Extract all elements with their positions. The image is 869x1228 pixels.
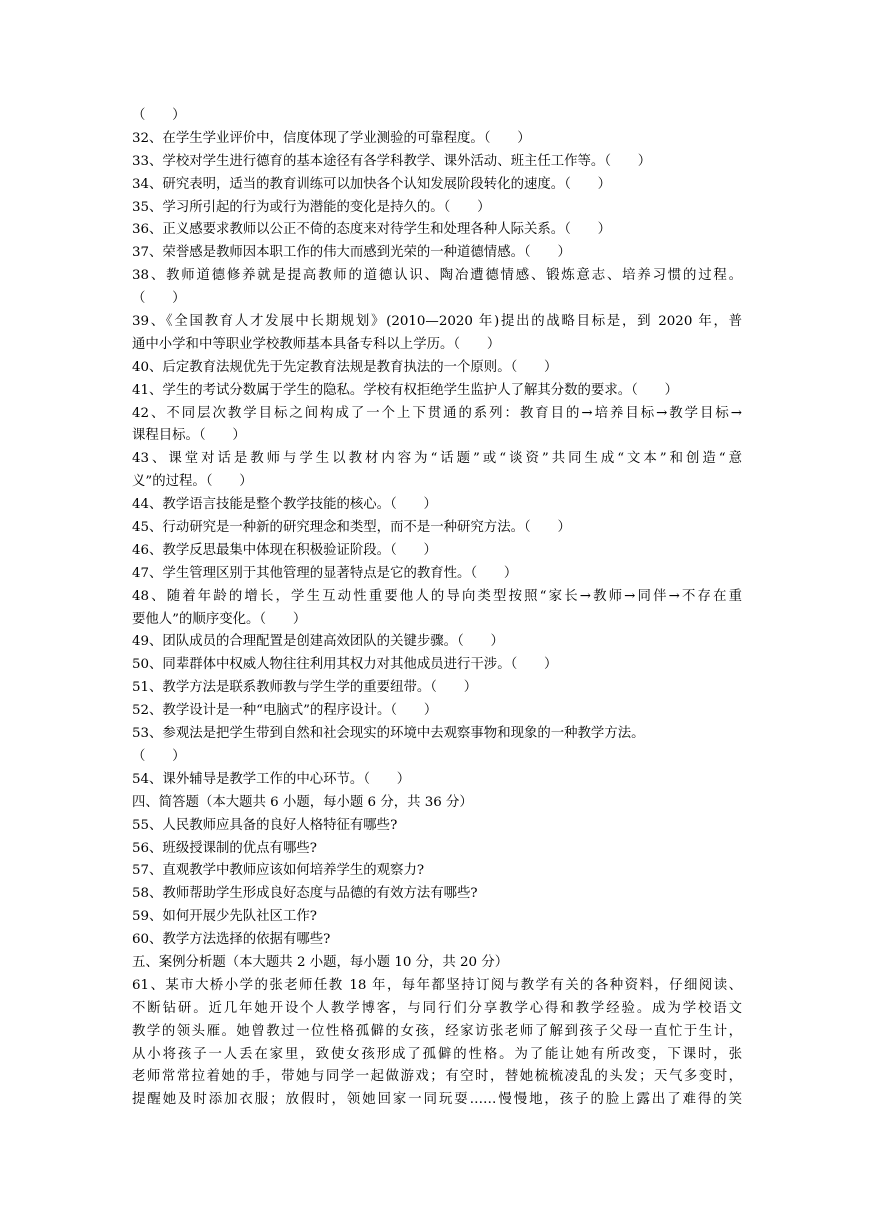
- question-52: 52、教学设计是一种“电脑式”的程序设计。（ ）: [132, 703, 438, 719]
- question-57: 57、直观教学中教师应该如何培养学生的观察力?: [132, 863, 425, 879]
- question-61-paragraph-line: 从小将孩子一人丢在家里，致使女孩形成了孤僻的性格。为了能让她有所改变，下课时，张: [132, 1046, 742, 1062]
- question-53-continuation: （ ）: [132, 748, 186, 764]
- question-43: 43、课堂对话是教师与学生以教材内容为“话题”或“谈资”共同生成“文本”和创造“意: [132, 451, 742, 467]
- question-42: 42、不同层次教学目标之间构成了一个上下贯通的系列：教育目的→培养目标→教学目标→: [132, 405, 742, 421]
- question-33: 33、学校对学生进行德育的基本途径有各学科教学、课外活动、班主任工作等。（ ）: [132, 153, 652, 169]
- question-48-continuation: 要他人”的顺序变化。（ ）: [132, 611, 307, 627]
- question-59: 59、如何开展少先队社区工作?: [132, 909, 317, 925]
- question-61-paragraph-line: 老师常常拉着她的手，带她与同学一起做游戏；有空时，替她梳梳凌乱的头发；天气多变时，: [132, 1069, 742, 1085]
- question-61-paragraph-line: 提醒她及时添加衣服；放假时，领她回家一同玩耍……慢慢地，孩子的脸上露出了难得的笑: [132, 1092, 742, 1108]
- question-50: 50、同辈群体中权威人物往往利用其权力对其他成员进行干涉。（ ）: [132, 657, 558, 673]
- question-36: 36、正义感要求教师以公正不倚的态度来对待学生和处理各种人际关系。（ ）: [132, 222, 612, 238]
- question-55: 55、人民教师应具备的良好人格特征有哪些?: [132, 817, 398, 833]
- question-61-paragraph-line: 教学的领头雁。她曾教过一位性格孤僻的女孩，经家访张老师了解到孩子父母一直忙于生计，: [132, 1023, 742, 1039]
- question-37: 37、荣誉感是教师因本职工作的伟大而感到光荣的一种道德情感。（ ）: [132, 245, 571, 261]
- question-42-continuation: 课程目标。（ ）: [132, 428, 246, 444]
- question-49: 49、团队成员的合理配置是创建高效团队的关键步骤。（ ）: [132, 634, 504, 650]
- question-46: 46、教学反思最集中体现在积极验证阶段。（ ）: [132, 542, 437, 558]
- question-34: 34、研究表明，适当的教育训练可以加快各个认知发展阶段转化的速度。（ ）: [132, 176, 612, 192]
- section-heading-case-analysis: 五、案例分析题（本大题共 2 小题，每小题 10 分，共 20 分）: [132, 954, 509, 970]
- question-39: 39、《全国教育人才发展中长期规划》(2010—2020 年)提出的战略目标是，到 2020 年，普: [132, 314, 742, 330]
- question-38: 38、教师道德修养就是提高教师的道德认识、陶冶遭德情感、锻炼意志、培养习惯的过程。: [132, 268, 742, 284]
- question-60: 60、教学方法选择的依据有哪些?: [132, 932, 331, 948]
- question-61: 61、某市大桥小学的张老师任教 18 年，每年都坚持订阅与教学有关的各种资料，仔细阅读、: [132, 977, 742, 993]
- question-61-paragraph-line: 不断钻研。近几年她开设个人教学博客，与同行们分享教学心得和教学经验。成为学校语文: [132, 1000, 742, 1016]
- document-page: [132, 105, 742, 1112]
- section-heading-short-answer: 四、简答题（本大题共 6 小题，每小题 6 分，共 36 分）: [132, 794, 473, 810]
- question-45: 45、行动研究是一种新的研究理念和类型，而不是一种研究方法。（ ）: [132, 520, 571, 536]
- question-51: 51、教学方法是联系教师教与学生学的重要纽带。（ ）: [132, 680, 478, 696]
- question-58: 58、教师帮助学生形成良好态度与品德的有效方法有哪些?: [132, 886, 478, 902]
- question-44: 44、教学语言技能是整个教学技能的核心。（ ）: [132, 497, 437, 513]
- question-48: 48、随着年龄的增长，学生互动性重要他人的导向类型按照“家长→教师→同伴→不存在重: [132, 588, 742, 604]
- text-line: （ ）: [132, 108, 186, 123]
- question-35: 35、学习所引起的行为或行为潜能的变化是持久的。（ ）: [132, 199, 491, 215]
- question-43-continuation: 义”的过程。（ ）: [132, 474, 253, 490]
- question-41: 41、学生的考试分数属于学生的隐私。学校有权拒绝学生监护人了解其分数的要求。（ ）: [132, 382, 678, 398]
- question-53: 53、参观法是把学生带到自然和社会现实的环境中去观察事物和现象的一种教学方法。: [132, 726, 645, 742]
- question-32: 32、在学生学业评价中，信度体现了学业测验的可靠程度。（ ）: [132, 130, 531, 146]
- question-39-continuation: 通中小学和中等职业学校教师基本具备专科以上学历。（ ）: [132, 336, 501, 352]
- question-38-continuation: （ ）: [132, 291, 186, 307]
- question-40: 40、后定教育法规优先于先定教育法规是教育执法的一个原则。（ ）: [132, 359, 558, 375]
- question-47: 47、学生管理区别于其他管理的显著特点是它的教育性。（ ）: [132, 565, 518, 581]
- question-54: 54、课外辅导是教学工作的中心环节。（ ）: [132, 771, 411, 787]
- question-56: 56、班级授课制的优点有哪些?: [132, 840, 317, 856]
